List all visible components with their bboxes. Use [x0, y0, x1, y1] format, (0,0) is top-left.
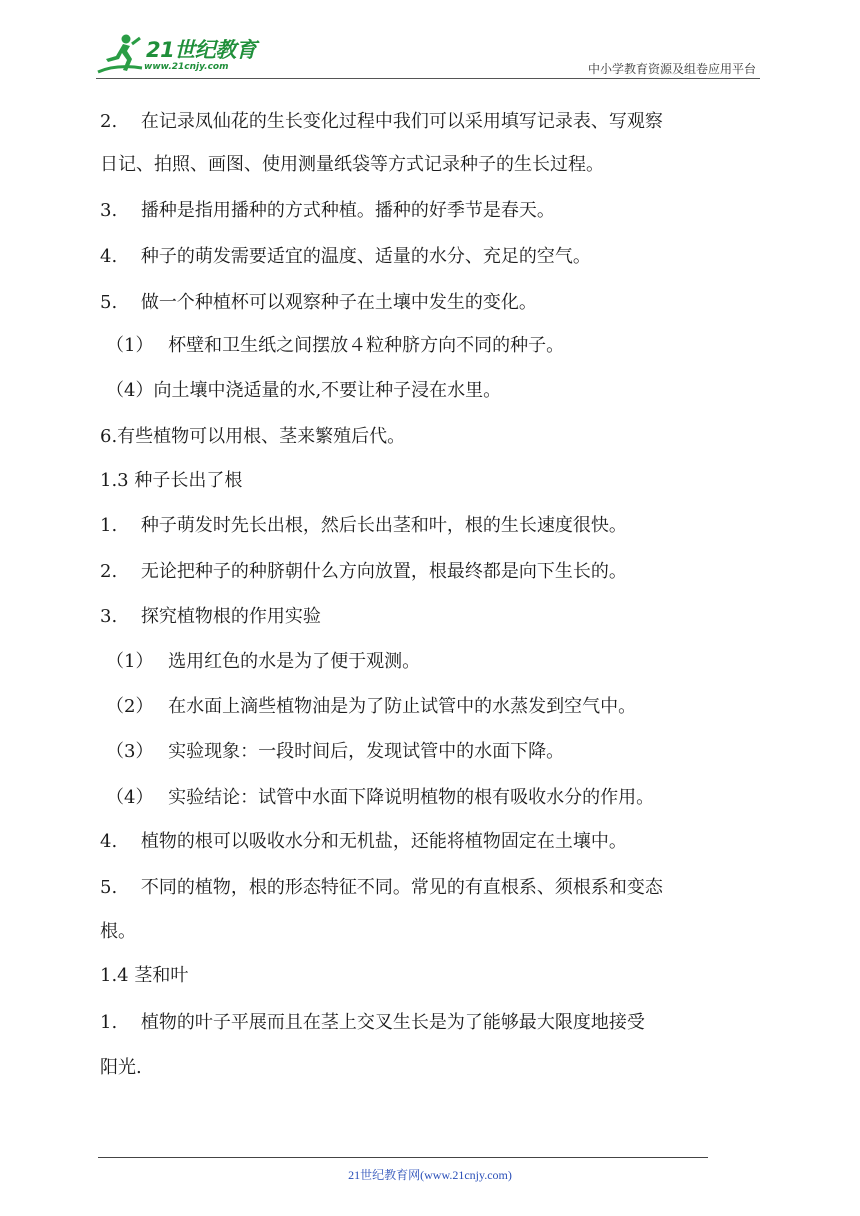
paragraph-line: 5. 做一个种植杯可以观察种子在土壤中发生的变化。: [100, 292, 537, 313]
page-header: [96, 30, 760, 78]
paragraph-line: （1） 杯壁和卫生纸之间摆放４粒种脐方向不同的种子。: [106, 335, 565, 356]
footer-link[interactable]: 21世纪教育网(www.21cnjy.com): [348, 1168, 512, 1182]
paragraph-line: 阳光.: [100, 1057, 142, 1078]
paragraph-line: （4）向土壤中浇适量的水,不要让种子浸在水里。: [106, 380, 502, 401]
paragraph-line: 1. 种子萌发时先长出根，然后长出茎和叶，根的生长速度很快。: [100, 515, 627, 536]
paragraph-line: （4） 实验结论：试管中水面下降说明植物的根有吸收水分的作用。: [106, 787, 655, 808]
logo-title: 21世纪教育: [146, 38, 257, 62]
section-heading: 1.3 种子长出了根: [100, 470, 243, 491]
platform-tagline: 中小学教育资源及组卷应用平台: [587, 62, 756, 76]
paragraph-line: 5. 不同的植物，根的形态特征不同。常见的有直根系、须根系和变态: [100, 877, 663, 898]
footer-divider: [98, 1157, 708, 1158]
paragraph-line: （3） 实验现象：一段时间后，发现试管中的水面下降。: [106, 741, 565, 762]
paragraph-line: 根。: [100, 921, 136, 942]
runner-logo-icon: [96, 32, 146, 78]
paragraph-line: 6.有些植物可以用根、茎来繁殖后代。: [100, 426, 406, 447]
site-logo[interactable]: [96, 30, 266, 78]
header-divider: [96, 78, 760, 79]
paragraph-line: 日记、拍照、画图、使用测量纸袋等方式记录种子的生长过程。: [100, 154, 604, 175]
paragraph-line: 4. 种子的萌发需要适宜的温度、适量的水分、充足的空气。: [100, 246, 591, 267]
paragraph-line: 2. 在记录凤仙花的生长变化过程中我们可以采用填写记录表、写观察: [100, 111, 663, 132]
paragraph-line: （1） 选用红色的水是为了便于观测。: [106, 651, 421, 672]
section-heading: 1.4 茎和叶: [100, 965, 189, 986]
paragraph-line: 3. 播种是指用播种的方式种植。播种的好季节是春天。: [100, 200, 555, 221]
paragraph-line: （2） 在水面上滴些植物油是为了防止试管中的水蒸发到空气中。: [106, 696, 637, 717]
paragraph-line: 4. 植物的根可以吸收水分和无机盐，还能将植物固定在土壤中。: [100, 831, 627, 852]
paragraph-line: 2. 无论把种子的种脐朝什么方向放置，根最终都是向下生长的。: [100, 561, 627, 582]
paragraph-line: 1. 植物的叶子平展而且在茎上交叉生长是为了能够最大限度地接受: [100, 1012, 645, 1033]
logo-url: www.21cnjy.com: [144, 62, 229, 72]
paragraph-line: 3. 探究植物根的作用实验: [100, 606, 321, 627]
